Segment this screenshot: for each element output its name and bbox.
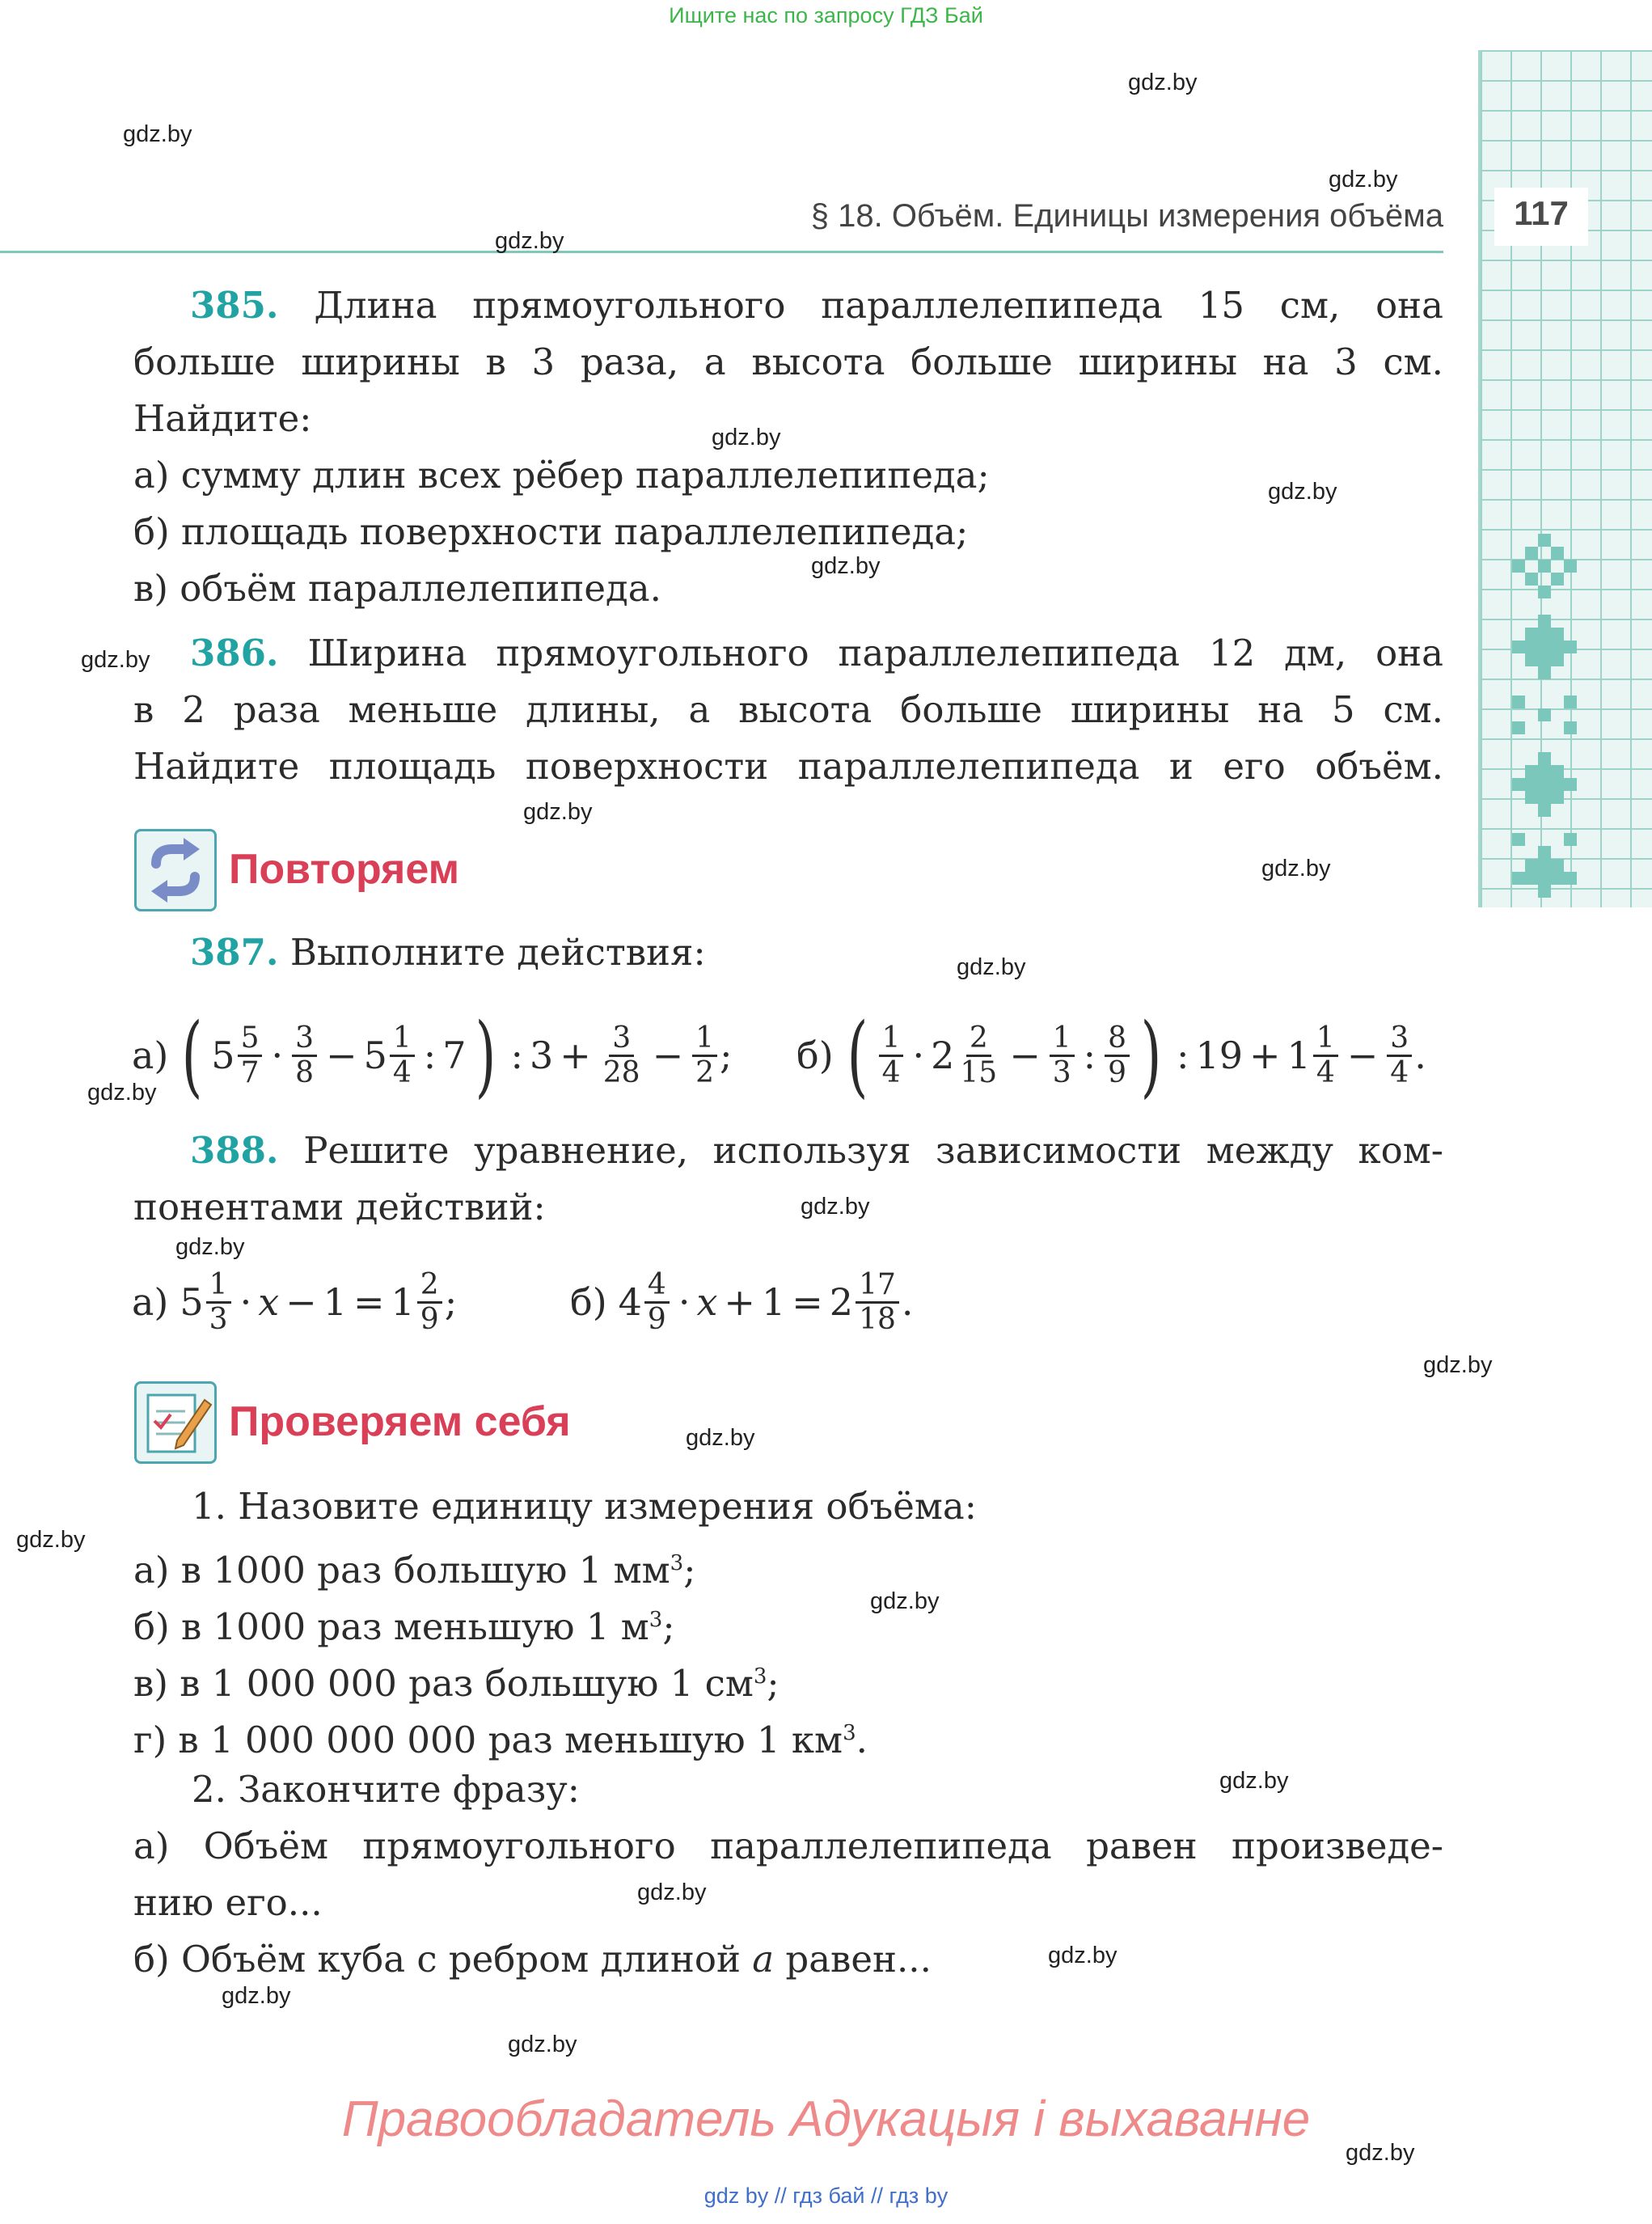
watermark: gdz.by <box>712 425 781 450</box>
p386-line-2: в 2 раза меньше длины, а высота больше ширины на 5 см. <box>133 688 1443 731</box>
operator: · <box>678 1280 691 1324</box>
p385-text: Длина прямоугольного параллелепипеда 15 см, она <box>314 284 1443 327</box>
paren-open: ( <box>847 1004 868 1107</box>
p385-line-1 <box>190 283 1443 328</box>
p386-text: Ширина прямоугольного параллелепипеда 12 дм, она <box>307 632 1443 674</box>
operator: · <box>912 1034 925 1077</box>
watermark: gdz.by <box>175 1234 245 1260</box>
watermark: gdz.by <box>222 1983 291 2009</box>
punct: . <box>901 1280 914 1324</box>
p388-line-1 <box>190 1128 1443 1173</box>
number: 3 <box>529 1034 554 1077</box>
fraction: $\frac{8}{9}$ <box>1105 1022 1130 1089</box>
watermark: gdz.by <box>1261 856 1331 882</box>
whole: 5 <box>211 1034 235 1077</box>
check-q1-item-c: в) в 1 000 000 раз большую 1 $см^3$; <box>133 1662 780 1705</box>
whole: 5 <box>363 1034 387 1077</box>
operator: : <box>510 1034 523 1077</box>
watermark: gdz.by <box>801 1194 870 1220</box>
p385-item-b: б) площадь поверхности параллелепипеда; <box>133 510 969 553</box>
fraction: $\frac{17}{18}$ <box>856 1269 899 1336</box>
watermark: gdz.by <box>1128 70 1198 95</box>
check-q2-b: б) Объём куба с ребром длиной a равен... <box>133 1938 932 1981</box>
operator: − <box>1009 1034 1041 1077</box>
watermark: gdz.by <box>811 553 881 579</box>
punct: ; <box>720 1034 733 1077</box>
variable: x <box>258 1280 280 1324</box>
fraction: $\frac{4}{9}$ <box>644 1269 670 1336</box>
p385-line-3: Найдите: <box>133 397 312 440</box>
watermark: gdz.by <box>1268 479 1337 505</box>
ornament-icon <box>1506 534 1583 906</box>
footer-links[interactable]: gdz by // гдз бай // гдз by <box>703 2184 949 2208</box>
whole: 5 <box>180 1280 204 1324</box>
number: 19 <box>1195 1034 1244 1077</box>
p388-line-2: понентами действий: <box>133 1186 546 1228</box>
check-q1-item-b: б) в 1000 раз меньшую 1 $м^3$; <box>133 1605 675 1648</box>
fraction: $\frac{2}{15}$ <box>960 1021 998 1089</box>
repeat-title: Повторяем <box>229 846 460 893</box>
fraction: $\frac{3}{28}$ <box>602 1021 640 1089</box>
operator: − <box>1346 1034 1379 1077</box>
p388-equation-b <box>570 1262 914 1342</box>
operator: = <box>353 1280 385 1324</box>
copyright-footer: Правообладатель Адукацыя і выхаванне <box>341 2091 1311 2147</box>
p388-number: 388. <box>190 1129 279 1172</box>
fraction: $\frac{2}{9}$ <box>417 1269 442 1336</box>
watermark: gdz.by <box>1048 1943 1118 1968</box>
p386-line-3: Найдите площадь поверхности параллелепипеда и его объём. <box>133 745 1443 788</box>
operator: = <box>792 1280 823 1324</box>
check-q2-a-line-1: а) Объём прямоугольного параллелепипеда равен произведе- <box>133 1824 1443 1867</box>
operator: − <box>285 1280 317 1324</box>
punct: . <box>1414 1034 1426 1077</box>
watermark: gdz.by <box>508 2032 577 2057</box>
watermark: gdz.by <box>16 1527 86 1553</box>
operator: − <box>326 1034 357 1077</box>
fraction: $\frac{1}{3}$ <box>206 1269 231 1336</box>
fraction: $\frac{1}{4}$ <box>1313 1022 1338 1089</box>
operator: − <box>652 1034 684 1077</box>
p388-equation-a <box>132 1262 457 1342</box>
watermark: gdz.by <box>123 121 192 147</box>
operator: : <box>1176 1034 1189 1077</box>
label-b: б) <box>570 1280 607 1324</box>
cycle-arrows-icon <box>137 831 214 909</box>
whole: 2 <box>829 1280 854 1324</box>
fraction: $\frac{5}{7}$ <box>238 1022 263 1089</box>
p385-item-c: в) объём параллелепипеда. <box>133 567 661 610</box>
whole: 2 <box>931 1034 955 1077</box>
repeat-icon <box>134 829 217 911</box>
paren-close: ) <box>475 1004 496 1107</box>
watermark: gdz.by <box>1219 1768 1289 1794</box>
number: 1 <box>323 1280 347 1324</box>
paren-close: ) <box>1140 1004 1162 1107</box>
watermark: gdz.by <box>870 1588 940 1614</box>
label-a: а) <box>132 1034 169 1077</box>
p385-line-2: больше ширины в 3 раза, а высота больше ширины на 3 см. <box>133 340 1443 383</box>
watermark: gdz.by <box>523 799 593 825</box>
operator: + <box>1249 1034 1281 1077</box>
watermark: gdz.by <box>495 228 564 254</box>
operator: : <box>1083 1034 1096 1077</box>
operator: : <box>423 1034 437 1077</box>
p388-text: Решите уравнение, используя зависимости между ком- <box>303 1129 1443 1172</box>
punct: ; <box>444 1280 458 1324</box>
watermark: gdz.by <box>1423 1352 1493 1378</box>
check-q2: 2. Закончите фразу: <box>192 1768 580 1811</box>
fraction: $\frac{1}{4}$ <box>390 1022 415 1089</box>
p385-item-a: а) сумму длин всех рёбер параллелепипеда; <box>133 454 990 497</box>
page-number: 117 <box>1514 194 1569 232</box>
header-rule <box>0 251 1443 253</box>
operator: · <box>239 1280 252 1324</box>
whole: 1 <box>1287 1034 1311 1077</box>
p387-expression-a <box>132 1004 733 1107</box>
check-q1-item-d: г) в 1 000 000 000 раз меньшую 1 $км^3$. <box>133 1719 868 1761</box>
p385-number: 385. <box>190 284 279 327</box>
paren-open: ( <box>181 1004 203 1107</box>
check-q1-item-a: а) в 1000 раз большую 1 $мм^3$; <box>133 1549 696 1592</box>
watermark: gdz.by <box>1329 167 1398 192</box>
variable: x <box>696 1280 718 1324</box>
section-header: § 18. Объём. Единицы измерения объёма <box>810 198 1443 234</box>
fraction: $\frac{1}{4}$ <box>879 1022 904 1089</box>
p386-line-1 <box>190 631 1443 676</box>
operator: + <box>560 1034 591 1077</box>
fraction: $\frac{1}{2}$ <box>692 1022 717 1089</box>
watermark: gdz.by <box>957 954 1026 980</box>
operator: · <box>271 1034 284 1077</box>
check-q1: 1. Назовите единицу измерения объёма: <box>192 1485 977 1528</box>
p387-text: Выполните действия: <box>289 931 706 974</box>
watermark: gdz.by <box>81 647 150 673</box>
p387-expression-b <box>796 1004 1426 1107</box>
fraction: $\frac{1}{3}$ <box>1050 1022 1075 1089</box>
watermark: gdz.by <box>1346 2140 1415 2166</box>
whole: 4 <box>618 1280 642 1324</box>
label-b: б) <box>796 1034 834 1077</box>
top-banner: Ищите нас по запросу ГДЗ Бай <box>669 3 983 27</box>
p386-number: 386. <box>190 632 279 674</box>
checklist-pencil-icon <box>137 1384 214 1461</box>
operator: + <box>724 1280 755 1324</box>
watermark: gdz.by <box>686 1425 755 1451</box>
p387-line <box>190 930 706 975</box>
fraction: $\frac{3}{4}$ <box>1387 1022 1412 1089</box>
watermark: gdz.by <box>637 1879 707 1905</box>
self-check-icon <box>134 1381 217 1464</box>
p387-number: 387. <box>190 931 279 974</box>
watermark: gdz.by <box>87 1080 157 1106</box>
number: 1 <box>761 1280 786 1324</box>
whole: 1 <box>391 1280 415 1324</box>
check-q2-a-line-2: нию его... <box>133 1881 323 1924</box>
self-check-title: Проверяем себя <box>229 1398 571 1445</box>
number: 7 <box>442 1034 467 1077</box>
label-a: а) <box>132 1280 169 1324</box>
fraction: $\frac{3}{8}$ <box>292 1022 317 1089</box>
